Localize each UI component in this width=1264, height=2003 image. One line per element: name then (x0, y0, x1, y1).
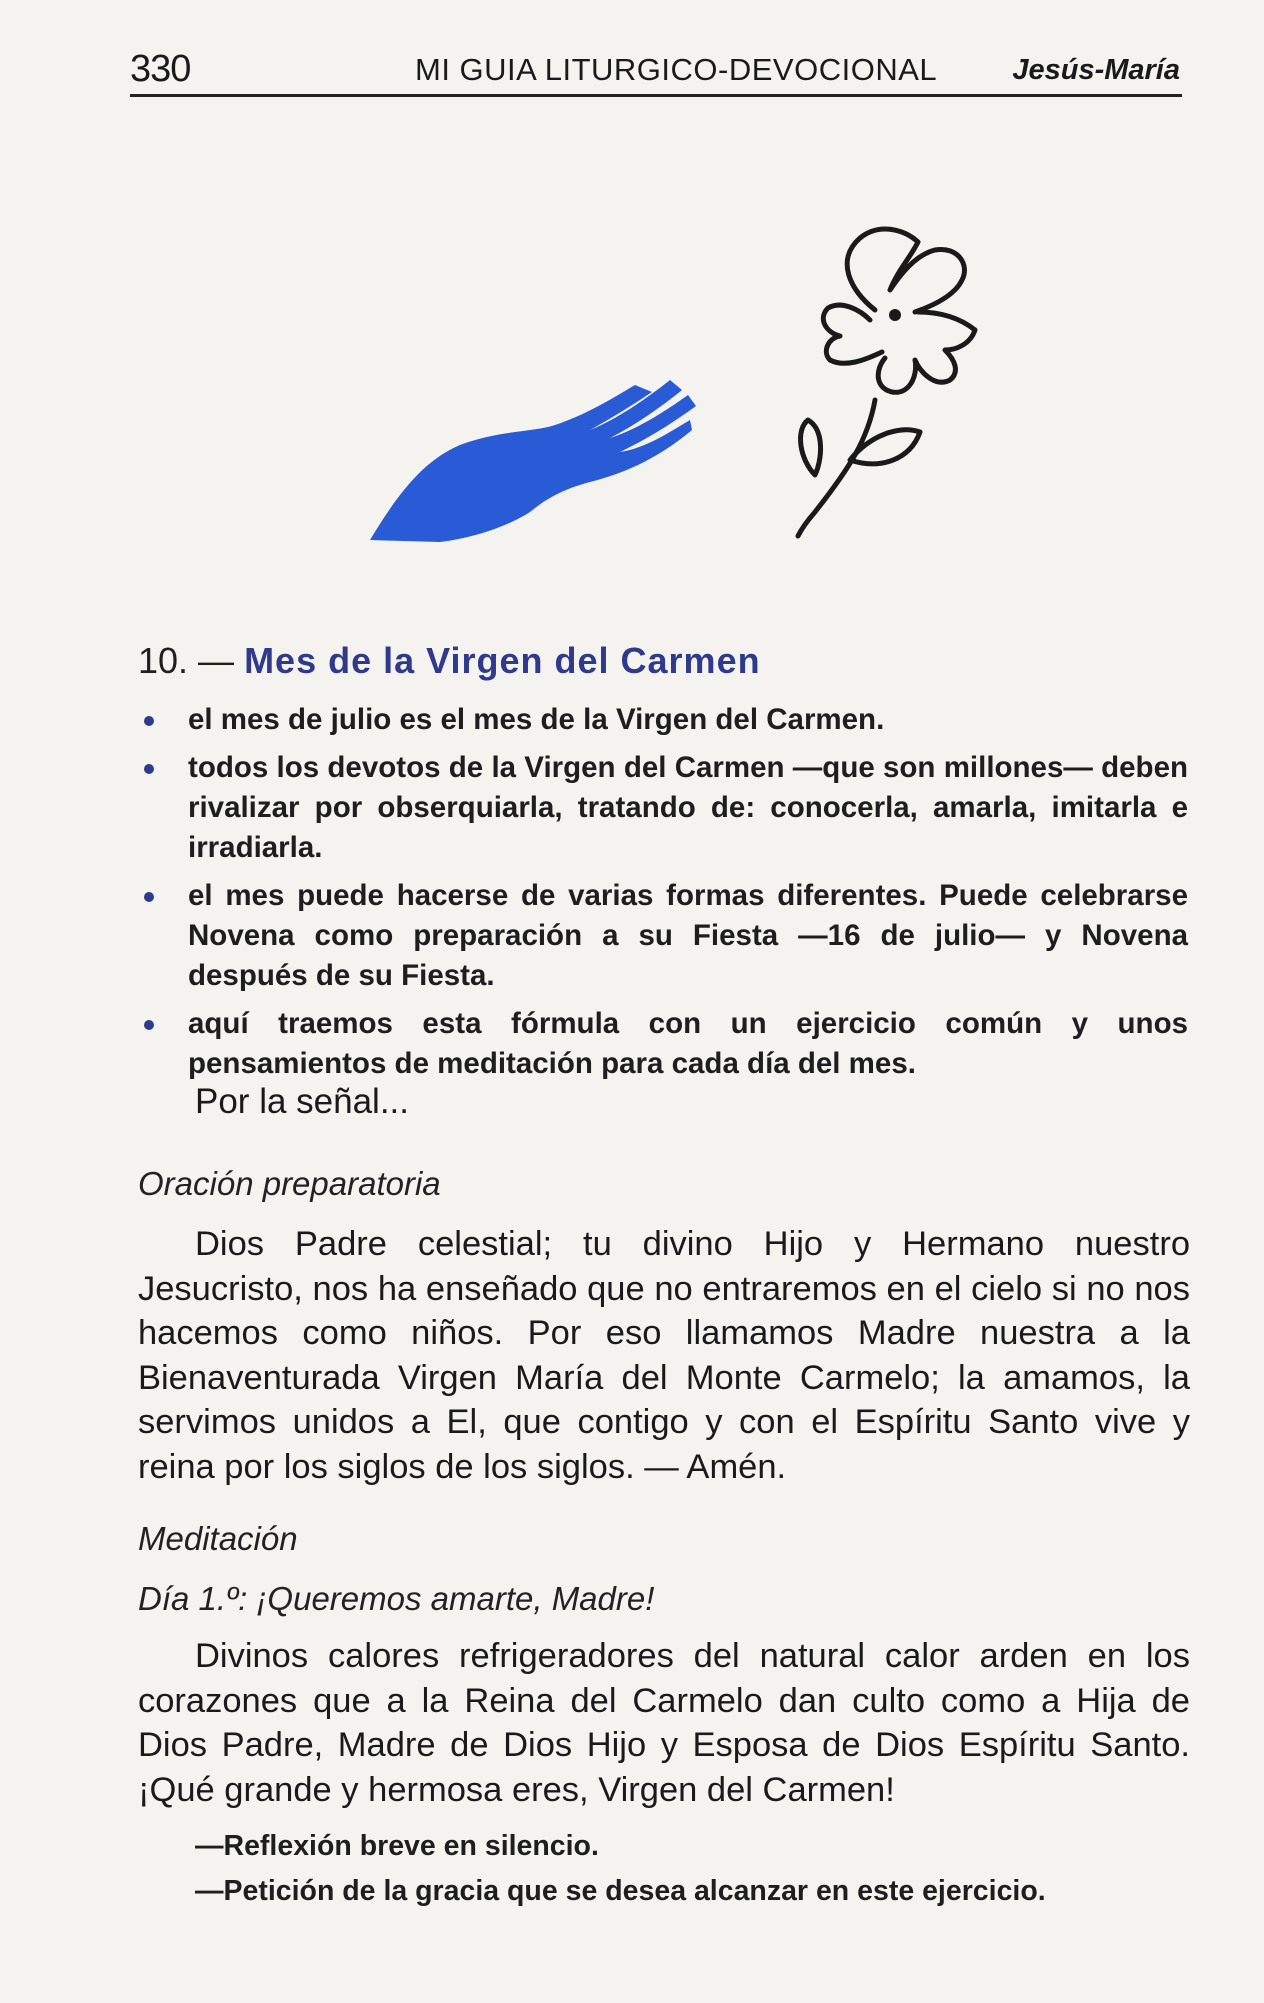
book-title: MI GUIA LITURGICO-DEVOCIONAL (415, 52, 938, 87)
step-reflection: —Reflexión breve en silencio. (195, 1830, 599, 1862)
bullet-text: todos los devotos de la Virgen del Carmen —que son millones— deben rivalizar por obserquiarla, tratando de: conocerla, amarla, imitarla e irradiarla. (188, 751, 1188, 864)
bullet-icon (144, 764, 154, 774)
sign-of-cross-line: Por la señal... (195, 1082, 409, 1121)
bullet-text: el mes puede hacerse de varias formas diferentes. Puede celebrarse Novena como preparación a su Fiesta —16 de julio— y Novena después de su Fiesta. (188, 879, 1188, 992)
list-item (138, 748, 1188, 868)
list-item (138, 700, 1188, 740)
prayer-heading: Oración preparatoria (138, 1165, 441, 1202)
meditation-heading: Meditación (138, 1520, 298, 1557)
list-item (138, 876, 1188, 996)
bullet-text: aquí traemos esta fórmula con un ejercicio común y unos pensamientos de meditación para cada día del mes. (188, 1007, 1188, 1080)
step-petition: —Petición de la gracia que se desea alcanzar en este ejercicio. (195, 1875, 1046, 1907)
author-name: Jesús-María (1012, 54, 1180, 86)
hand-icon (370, 380, 696, 542)
day-heading: Día 1.º: ¡Queremos amarte, Madre! (138, 1580, 655, 1617)
section-heading (138, 640, 761, 682)
list-item (138, 1004, 1188, 1084)
intro-bullet-list (138, 700, 1188, 1092)
section-number: 10. — (138, 640, 235, 681)
bullet-icon (144, 892, 154, 902)
bullet-text: el mes de julio es el mes de la Virgen del Carmen. (188, 703, 885, 736)
hand-and-flower-illustration (370, 220, 1010, 560)
prayer-text: Dios Padre celestial; tu divino Hijo y Hermano nuestro Jesucristo, nos ha enseñado que no entraremos en el cielo si no nos hacemos como niños. Por eso llamamos Madre nuestra a la Bienaventurada Virgen María del Monte Carmelo; la amamos, la servimos unidos a El, que contigo y con el Espíritu Santo vive y reina por los siglos de los siglos. — Amén. (138, 1225, 1190, 1486)
flower-icon (798, 229, 975, 536)
page-number: 330 (130, 48, 191, 90)
meditation-text: Divinos calores refrigeradores del natural calor arden en los corazones que a la Reina del Carmelo dan culto como a Hija de Dios Padre, Madre de Dios Hijo y Esposa de Dios Espíritu Santo. ¡Qué grande y hermosa eres, Virgen del Carmen! (138, 1637, 1190, 1809)
running-header (130, 48, 1182, 97)
bullet-icon (144, 1020, 154, 1030)
bullet-icon (144, 716, 154, 726)
section-title: Mes de la Virgen del Carmen (244, 640, 761, 681)
